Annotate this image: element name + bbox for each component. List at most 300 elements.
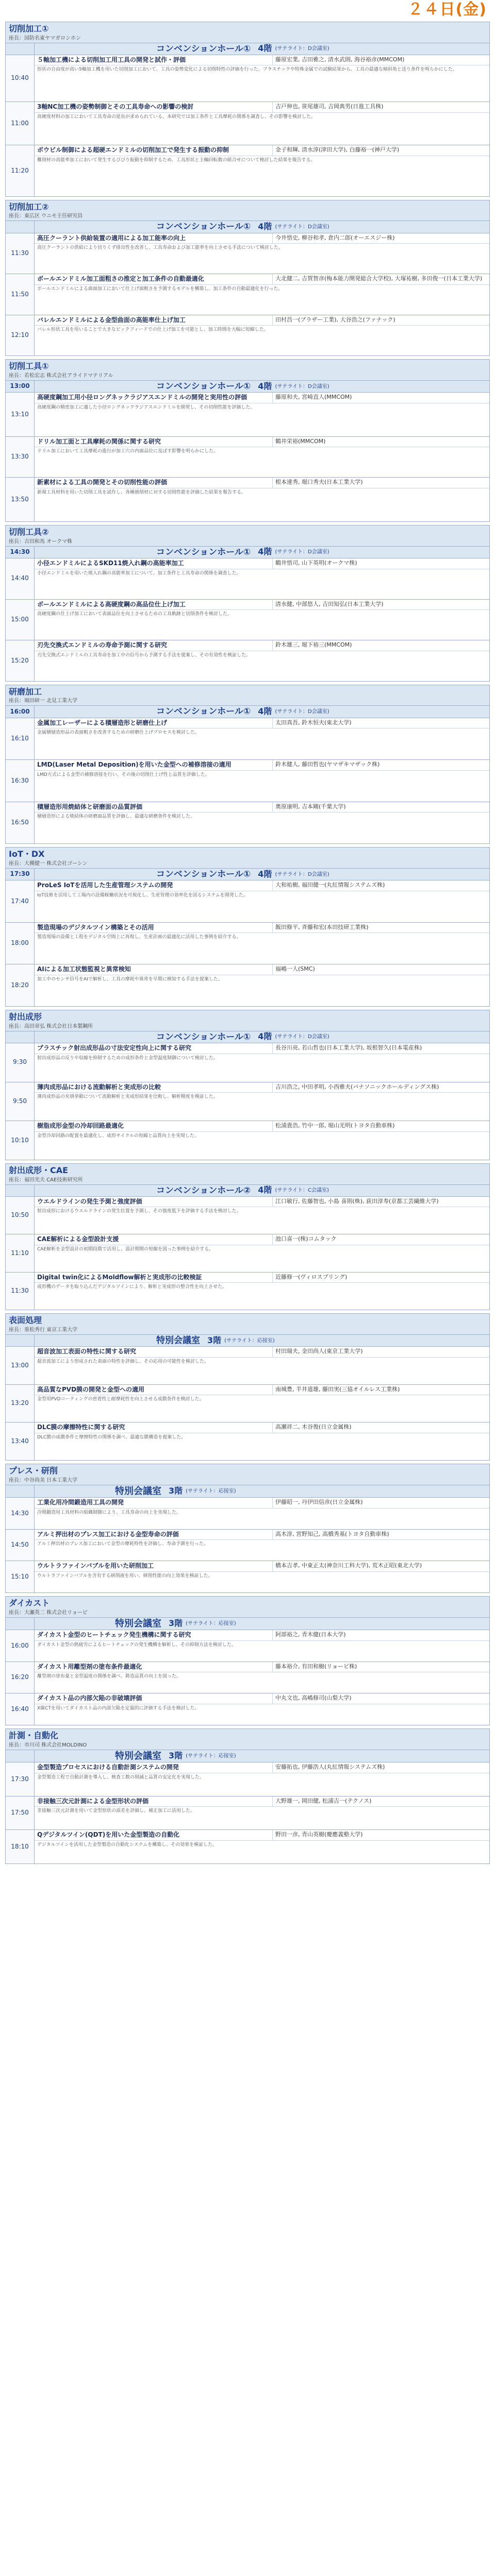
talk-title: 非接触三次元計測による金型形状の評価 bbox=[35, 1797, 273, 1807]
session-chair: 座長：国防名東ヤマガロンホン bbox=[9, 35, 81, 41]
session-venue-row bbox=[6, 1485, 490, 1497]
talk-authors: 吉川浩之, 中田孝明, 小西雅夫(パナソニックホールディングス株) bbox=[275, 1083, 439, 1090]
session-table bbox=[5, 1334, 490, 1461]
talk-cell bbox=[35, 1082, 490, 1121]
talk-abstract: 形状の自由度が高い5軸加工機を用いた切削加工において、工具の姿勢変化による切削特性の評価を行った。プラスチックや特殊金属での試験結果から、工具の最適な傾斜角と送り条件を明らかにした。 bbox=[37, 67, 457, 73]
talk-abstract: 冷間鍛造用工具材料の組織制御により、工具寿命の向上を実現した。 bbox=[37, 1510, 182, 1515]
session-block bbox=[5, 525, 490, 682]
talk-row bbox=[6, 760, 490, 802]
venue-cell bbox=[35, 381, 490, 393]
talk-time: 18:20 bbox=[6, 964, 35, 1007]
session-block bbox=[5, 200, 490, 357]
venue-satellite-note: (サテライト：D会議室) bbox=[275, 709, 329, 715]
talk-row bbox=[6, 880, 490, 923]
talk-cell bbox=[35, 1561, 490, 1593]
talk-time: 16:00 bbox=[6, 1630, 35, 1662]
talk-title: ダイカスト品の内部欠陥の非破壊評価 bbox=[35, 1693, 273, 1704]
talk-cell bbox=[35, 1272, 490, 1310]
venue-cell bbox=[35, 1335, 490, 1347]
venue-place: 特別会議室 bbox=[115, 1618, 161, 1629]
talk-heading bbox=[35, 478, 489, 488]
session-header bbox=[5, 1596, 490, 1617]
session-table bbox=[5, 380, 490, 522]
session-name: 計測・自動化 bbox=[9, 1730, 59, 1740]
talk-row bbox=[6, 802, 490, 844]
talk-heading bbox=[35, 1043, 489, 1054]
talk-abstract: 高硬度材料の加工において工具寿命の延長が求められている。本研究では加工条件と工具摩耗の関係を調査し、その影響を検討した。 bbox=[37, 114, 316, 120]
talk-authors: 福嶋一人(SMC) bbox=[275, 965, 315, 973]
venue-cell bbox=[35, 869, 490, 880]
talk-heading bbox=[35, 802, 489, 813]
venue-floor: 4階 bbox=[258, 43, 272, 54]
session-table bbox=[5, 868, 490, 1007]
talk-authors: 田村昌一(ブラザー工業), 大谷浩之(ファナック) bbox=[275, 316, 395, 323]
session-block bbox=[5, 685, 490, 844]
talk-heading bbox=[35, 274, 489, 285]
talk-abstract: バレル形状工具を用いることで大きなピックフィードでの仕上げ加工を可能とし、加工時間を大幅に短縮した。 bbox=[37, 327, 269, 333]
talk-row bbox=[6, 1762, 490, 1797]
talk-title: 樹脂成形金型の冷却回路最適化 bbox=[35, 1121, 273, 1131]
session-name: ダイカスト bbox=[9, 1598, 50, 1608]
talk-authors: 吉戸伸也, 笹尾雄司, 吉岡典男(日進工具株) bbox=[275, 103, 384, 110]
talk-title: 工業化用冷間鍛造用工具の開発 bbox=[35, 1498, 273, 1508]
talk-abstract: ダイカスト金型の熱疲労によるヒートチェックの発生機構を解析し、その抑制方法を検討した。 bbox=[37, 1642, 236, 1648]
talk-title: ダイカスト用離型剤の塗布条件最適化 bbox=[35, 1662, 273, 1672]
talk-abstract: 射出成形におけるウエルドラインの発生位置を予測し、その強度低下を評価する手法を検討した。 bbox=[37, 1209, 241, 1214]
session-name: 射出成形・CAE bbox=[9, 1165, 69, 1175]
session-header bbox=[5, 1464, 490, 1485]
talk-row bbox=[6, 558, 490, 599]
talk-time: 16:20 bbox=[6, 1662, 35, 1693]
talk-row bbox=[6, 1082, 490, 1121]
venue-time-cell bbox=[6, 1617, 35, 1630]
talk-title: 高硬度鋼加工用小径ロングネックラジアスエンドミルの開発と実用性の評価 bbox=[35, 393, 273, 403]
talk-abstract: DLC膜の成膜条件と摩擦特性の関係を調べ、最適な膜構造を提案した。 bbox=[37, 1435, 186, 1440]
talk-abstract: 難削材の高能率加工において発生するびびり振動を抑制するため、工具形状と主軸回転数の組合せについて検討した結果を報告する。 bbox=[37, 157, 316, 163]
venue-cell bbox=[35, 221, 490, 233]
session-chair: 座長：吉田和馬 オークマ株 bbox=[9, 538, 73, 545]
talk-title: ProLeS IoTを活用した生産管理システムの開発 bbox=[35, 880, 273, 891]
talk-title: 小径エンドミルによるSKD11焼入れ鋼の高能率加工 bbox=[35, 558, 273, 569]
talk-title: Qデジタルツイン(QDT)を用いた金型製造の自動化 bbox=[35, 1830, 273, 1840]
talk-heading bbox=[35, 1273, 489, 1283]
talk-time: 11:00 bbox=[6, 102, 35, 145]
venue-info bbox=[35, 1750, 489, 1762]
talk-heading bbox=[35, 315, 489, 326]
talk-time: 11:10 bbox=[6, 1234, 35, 1273]
talk-heading bbox=[35, 1561, 489, 1572]
talk-abstract: X線CTを用いてダイカスト品の内部欠陥を定量的に評価する手法を検討した。 bbox=[37, 1705, 200, 1711]
talk-title: Digital twin化によるMoldflow解析と実成形の比較検証 bbox=[35, 1273, 273, 1283]
talk-abstract: 積層造形による焼結体の研磨面品質を評価し、最適な研磨条件を検討した。 bbox=[37, 814, 195, 820]
session-table bbox=[5, 1031, 490, 1160]
talk-cell bbox=[35, 964, 490, 1007]
talk-cell bbox=[35, 1630, 490, 1662]
talk-abstract: 高圧クーラントの供給により切りくず排出性を改善し、工具寿命および加工能率を向上させる手法について検討した。 bbox=[37, 245, 283, 251]
session-list bbox=[5, 22, 490, 1864]
talk-heading bbox=[35, 437, 489, 448]
talk-authors: 鶴井栄裕(MMCOM) bbox=[275, 437, 326, 445]
talk-row bbox=[6, 1796, 490, 1830]
talk-title: 新素材による工具の開発とその切削性能の評価 bbox=[35, 478, 273, 488]
session-chair: 座長：大瀬英二 株式会社リョービ bbox=[9, 1609, 88, 1616]
talk-abstract: 高硬度鋼の精密加工に適した小径ロングネックラジアスエンドミルを開発し、その切削性能を評価した。 bbox=[37, 404, 255, 410]
talk-row bbox=[6, 1830, 490, 1864]
talk-title: CAE解析による金型設計支援 bbox=[35, 1234, 273, 1245]
session-chair: 座長：高田章弘 株式会社日本製鋼所 bbox=[9, 1023, 93, 1029]
talk-time: 13:20 bbox=[6, 1384, 35, 1422]
talk-heading bbox=[35, 393, 489, 403]
talk-authors: 長谷川亮, 若山哲也(日本工業大学), 坂根智久(日本電産株) bbox=[275, 1044, 422, 1051]
talk-title: 刃先交換式エンドミルの寿命予測に関する研究 bbox=[35, 640, 273, 651]
talk-abstract: LMD方式による金型の補修溶接を行い、その後の切削仕上げ性と品質を評価した。 bbox=[37, 772, 210, 777]
venue-info bbox=[35, 221, 489, 232]
session-table bbox=[5, 1485, 490, 1593]
venue-satellite-note: (サテライト：C会議室) bbox=[275, 1188, 329, 1194]
venue-time-cell bbox=[6, 1031, 35, 1043]
talk-row bbox=[6, 274, 490, 315]
talk-row bbox=[6, 315, 490, 356]
talk-row bbox=[6, 145, 490, 197]
talk-authors: 鈴木健人, 藤田哲也(ヤマザキマザック株) bbox=[275, 761, 380, 768]
session-block bbox=[5, 1163, 490, 1311]
venue-floor: 3階 bbox=[207, 1335, 222, 1345]
talk-authors: 高瀬祥二, 木谷俊(日立金属株) bbox=[275, 1423, 352, 1431]
talk-authors: 松浦貴浩, 竹中一郎, 堀山光明(トヨタ自動車株) bbox=[275, 1122, 395, 1129]
venue-floor: 3階 bbox=[169, 1486, 183, 1496]
talk-time: 15:20 bbox=[6, 640, 35, 682]
talk-title: バレルエンドミルによる金型曲面の高能率仕上げ加工 bbox=[35, 315, 273, 326]
session-name: 切削工具① bbox=[9, 361, 49, 371]
talk-heading bbox=[35, 923, 489, 934]
talk-abstract: 金型冷却回路の配置を最適化し、成形サイクルの短縮と品質向上を実現した。 bbox=[37, 1133, 199, 1139]
session-chair: 座長：大槻健一 株式会社ゴーシン bbox=[9, 861, 88, 867]
talk-cell bbox=[35, 1121, 490, 1160]
venue-info bbox=[35, 1031, 489, 1043]
talk-title: ダイカスト金型のヒートチェック発生機構に関する研究 bbox=[35, 1630, 273, 1640]
talk-row bbox=[6, 1043, 490, 1082]
talk-row bbox=[6, 436, 490, 478]
talk-authors: 高木淳, 宮野知己, 高橋秀基(トヨタ自動車株) bbox=[275, 1530, 389, 1537]
talk-heading bbox=[35, 1498, 489, 1509]
talk-time: 17:50 bbox=[6, 1796, 35, 1830]
talk-authors: 藤原宏業, 吉田雅之, 清水武則, 海谷裕彦(MMCOM) bbox=[275, 56, 405, 63]
session-block bbox=[5, 847, 490, 1007]
talk-authors: 鈴木雄三, 堀下裕三(MMCOM) bbox=[275, 641, 352, 649]
talk-row bbox=[6, 1422, 490, 1461]
talk-cell bbox=[35, 1196, 490, 1234]
session-venue-row bbox=[6, 1335, 490, 1347]
talk-cell bbox=[35, 1347, 490, 1385]
talk-heading bbox=[35, 1121, 489, 1132]
talk-abstract: ドリル加工において工具摩耗の進行が加工穴の内面品位に及ぼす影響を明らかにした。 bbox=[37, 449, 219, 454]
talk-abstract: CAE解析を金型設計の初期段階で活用し、設計期間の短縮を図った事例を紹介する。 bbox=[37, 1246, 214, 1252]
talk-authors: 橋本吉孝, 中東正太(神奈川工科大学), 荒木正昭(東北大学) bbox=[275, 1562, 422, 1569]
venue-cell bbox=[35, 43, 490, 55]
talk-authors: 根本達秀, 堀口秀夫(日本工業大学) bbox=[275, 479, 363, 486]
talk-cell bbox=[35, 802, 490, 844]
talk-abstract: ボールエンドミルによる曲面加工において仕上げ面粗さを予測するモデルを構築し、加工条件の自動最適化を行った。 bbox=[37, 286, 283, 292]
talk-title: ウルトラファインバブルを用いた研削加工 bbox=[35, 1561, 273, 1571]
session-chair: 座長：中谷尚美 日本工業大学 bbox=[9, 1477, 78, 1483]
talk-cell bbox=[35, 1234, 490, 1273]
venue-time-cell: 16:00 bbox=[6, 706, 35, 718]
talk-heading bbox=[35, 1530, 489, 1540]
talk-time: 13:30 bbox=[6, 436, 35, 478]
talk-row bbox=[6, 1630, 490, 1662]
talk-time: 14:30 bbox=[6, 1498, 35, 1530]
talk-title: 薄肉成形品における流動解析と実成形の比較 bbox=[35, 1082, 273, 1093]
talk-authors: 藤原和夫, 宮崎直人(MMCOM) bbox=[275, 394, 352, 401]
talk-row bbox=[6, 599, 490, 640]
talk-heading bbox=[35, 1082, 489, 1093]
talk-time: 13:40 bbox=[6, 1422, 35, 1461]
session-venue-row bbox=[6, 706, 490, 718]
session-chair: 座長：堀田研一 北見工業大学 bbox=[9, 698, 78, 704]
talk-row bbox=[6, 964, 490, 1007]
session-venue-row bbox=[6, 1617, 490, 1630]
talk-title: 3軸NC加工機の姿勢制御とその工具寿命への影響の検討 bbox=[35, 102, 273, 112]
talk-row bbox=[6, 1498, 490, 1530]
session-chair: 座長：福田光夫 CAE技術研究所 bbox=[9, 1177, 83, 1183]
talk-cell bbox=[35, 1498, 490, 1530]
session-table bbox=[5, 1184, 490, 1311]
talk-abstract: 薄肉成形品の充填挙動について流動解析と実成形結果を比較し、解析精度を検証した。 bbox=[37, 1094, 218, 1100]
session-name: 研磨加工 bbox=[9, 686, 42, 697]
venue-floor: 3階 bbox=[169, 1618, 183, 1629]
venue-time-cell bbox=[6, 43, 35, 55]
venue-place: コンベンションホール② bbox=[156, 1185, 251, 1196]
talk-authors: 大野雄一, 岡田健, 松浦吉一(テクノス) bbox=[275, 1797, 372, 1804]
talk-cell bbox=[35, 1422, 490, 1461]
talk-cell bbox=[35, 640, 490, 682]
venue-info bbox=[35, 1485, 489, 1497]
talk-authors: 飯田修平, 斉藤和宏(本田技研工業株) bbox=[275, 923, 369, 930]
venue-floor: 4階 bbox=[258, 1185, 272, 1195]
talk-time: 14:50 bbox=[6, 1529, 35, 1561]
venue-info bbox=[35, 1335, 489, 1346]
venue-time-cell bbox=[6, 1335, 35, 1347]
talk-cell bbox=[35, 1529, 490, 1561]
talk-time: 13:10 bbox=[6, 393, 35, 437]
talk-authors: 金子和輝, 清水淳(津田大学), 白藤裕一(神戸大学) bbox=[275, 146, 400, 154]
talk-time: 13:00 bbox=[6, 1347, 35, 1385]
talk-heading bbox=[35, 1693, 489, 1704]
talk-abstract: 離型剤の塗布量と金型温度の関係を調べ、鋳造品質の向上を図った。 bbox=[37, 1674, 182, 1680]
talk-authors: 今井悟史, 柳谷和孝, 倉内二郎(オーエスジー株) bbox=[275, 234, 395, 241]
session-venue-row bbox=[6, 1750, 490, 1762]
session-table bbox=[5, 546, 490, 682]
talk-cell bbox=[35, 145, 490, 197]
talk-title: 製造現場のデジタルツイン構築とその活用 bbox=[35, 923, 273, 933]
session-name: 表面処理 bbox=[9, 1315, 42, 1326]
session-chair: 座長：若松宏志 株式会社アライドマテリアル bbox=[9, 373, 113, 379]
talk-row bbox=[6, 1272, 490, 1310]
talk-abstract: IoT技術を活用して工場内の設備稼働状況を可視化し、生産管理の効率化を図るシステムを開発した。 bbox=[37, 892, 248, 898]
talk-time: 17:40 bbox=[6, 880, 35, 923]
venue-satellite-note: (サテライト：D会議室) bbox=[275, 383, 329, 389]
talk-abstract: 刃先交換式エンドミルの工具寿命を加工中の信号から予測する手法を提案し、その有効性を検証した。 bbox=[37, 652, 251, 658]
talk-row bbox=[6, 102, 490, 145]
session-header bbox=[5, 1163, 490, 1184]
talk-title: ボールエンドミルによる高硬度鋼の高品位仕上げ加工 bbox=[35, 600, 273, 610]
talk-authors: 江口敏行, 佐藤智也, 小島 喜則(株), 荻田淳寿(京都工芸繊維大学) bbox=[275, 1197, 439, 1205]
talk-heading bbox=[35, 718, 489, 729]
talk-authors: 池口喜一(株)コムタック bbox=[275, 1235, 337, 1243]
talk-abstract: 新規工具材料を用いた切削工具を試作し、各種被削材に対する切削性能を評価した結果を報告する。 bbox=[37, 490, 246, 496]
talk-authors: 安藤拓也, 伊藤浩人(丸紅情報システムズ株) bbox=[275, 1764, 385, 1771]
venue-cell bbox=[35, 706, 490, 718]
session-block bbox=[5, 22, 490, 197]
session-header bbox=[5, 1313, 490, 1334]
talk-abstract: 高硬度鋼の仕上げ加工において表面品位を向上させるための工具軌跡と切削条件を検討した。 bbox=[37, 612, 233, 617]
talk-authors: 鶴井悟司, 山下英明(オークマ株) bbox=[275, 559, 357, 566]
talk-cell bbox=[35, 922, 490, 964]
talk-abstract: 製造現場の設備と工程をデジタル空間上に再現し、生産計画の最適化に活用した事例を紹介する。 bbox=[37, 935, 241, 940]
talk-time: 15:10 bbox=[6, 1561, 35, 1593]
talk-heading bbox=[35, 1234, 489, 1245]
talk-heading bbox=[35, 880, 489, 891]
venue-time-cell bbox=[6, 221, 35, 233]
talk-time: 11:30 bbox=[6, 1272, 35, 1310]
talk-title: アルミ押出材のプレス加工における金型寿命の評価 bbox=[35, 1530, 273, 1540]
session-table bbox=[5, 705, 490, 844]
talk-title: DLC膜の摩擦特性に関する研究 bbox=[35, 1422, 273, 1433]
session-name: 切削加工② bbox=[9, 201, 49, 212]
talk-authors: 奥原康明, 吉本剛(千葉大学) bbox=[275, 803, 346, 810]
talk-abstract: 加工中のセンサ信号をAIで解析し、工具の摩耗や異常を早期に検知する手法を提案した。 bbox=[37, 977, 223, 982]
session-chair: 座長：重松秀行 東京工業大学 bbox=[9, 1327, 78, 1333]
talk-row bbox=[6, 1347, 490, 1385]
talk-abstract: 金型製造工程で自動計測を導入し、検査工数の削減と品質の安定化を実現した。 bbox=[37, 1774, 205, 1780]
talk-row bbox=[6, 1662, 490, 1693]
venue-info bbox=[35, 1185, 489, 1196]
venue-floor: 4階 bbox=[258, 706, 272, 717]
talk-time: 17:30 bbox=[6, 1762, 35, 1797]
venue-satellite-note: (サテライト：D会議室) bbox=[275, 549, 329, 555]
talk-time: 9:30 bbox=[6, 1043, 35, 1082]
venue-satellite-note: (サテライト：D会議室) bbox=[275, 224, 329, 230]
talk-heading bbox=[35, 1347, 489, 1358]
session-name: IoT・DX bbox=[9, 849, 45, 859]
talk-cell bbox=[35, 599, 490, 640]
venue-satellite-note: (サテライト：応接室) bbox=[224, 1337, 275, 1344]
talk-abstract: 小径エンドミルを用いた焼入れ鋼の高能率加工について、加工条件と工具寿命の関係を調査した。 bbox=[37, 570, 241, 576]
venue-floor: 3階 bbox=[169, 1751, 183, 1761]
venue-place: 特別会議室 bbox=[156, 1335, 200, 1346]
talk-authors: 大和祐樹, 福田健一(丸紅情報システムズ株) bbox=[275, 882, 385, 889]
venue-time-cell: 14:30 bbox=[6, 546, 35, 558]
talk-title: AIによる加工状態監視と異常検知 bbox=[35, 964, 273, 975]
venue-cell bbox=[35, 1617, 490, 1630]
session-header bbox=[5, 1010, 490, 1031]
talk-heading bbox=[35, 102, 489, 113]
session-name: 切削工具② bbox=[9, 527, 49, 537]
talk-heading bbox=[35, 1797, 489, 1807]
talk-abstract: 金属積層造形品の表面粗さを改善するための研磨仕上げプロセスを検討した。 bbox=[37, 730, 200, 736]
talk-authors: 阿部裕之, 青木健(日本大学) bbox=[275, 1631, 346, 1638]
talk-time: 16:50 bbox=[6, 802, 35, 844]
session-header bbox=[5, 359, 490, 380]
talk-cell bbox=[35, 315, 490, 356]
talk-cell bbox=[35, 1662, 490, 1693]
talk-heading bbox=[35, 600, 489, 611]
session-table bbox=[5, 1750, 490, 1864]
venue-floor: 4階 bbox=[258, 381, 272, 391]
session-name: 切削加工① bbox=[9, 24, 49, 33]
talk-title: 高圧クーラント供給装置の適用による加工能率の向上 bbox=[35, 233, 273, 244]
venue-info bbox=[35, 706, 489, 717]
talk-cell bbox=[35, 1762, 490, 1797]
talk-authors: 藤本裕介, 有田和樹(リョービ株) bbox=[275, 1663, 357, 1670]
session-block bbox=[5, 1313, 490, 1461]
talk-abstract: 超音波加工により形成された表面の特性を評価し、その応用の可能性を検討した。 bbox=[37, 1359, 209, 1364]
talk-cell bbox=[35, 478, 490, 522]
talk-time: 13:50 bbox=[6, 478, 35, 522]
talk-cell bbox=[35, 1384, 490, 1422]
session-header bbox=[5, 22, 490, 43]
session-table bbox=[5, 221, 490, 356]
talk-row bbox=[6, 1693, 490, 1725]
talk-title: ドリル加工面と工具摩耗の関係に関する研究 bbox=[35, 437, 273, 447]
date-header bbox=[5, 0, 490, 19]
talk-title: 金属加工レーザーによる積層造形と研磨仕上げ bbox=[35, 718, 273, 728]
session-block bbox=[5, 1464, 490, 1593]
talk-authors: 野田一彦, 青山英樹(慶應義塾大学) bbox=[275, 1831, 363, 1838]
venue-satellite-note: (サテライト：応接室) bbox=[186, 1621, 236, 1626]
talk-abstract: アルミ押出材のプレス加工において金型の摩耗特性を評価し、寿命予測を行った。 bbox=[37, 1541, 209, 1547]
talk-abstract: ウルトラファインバブルを含有する研削液を用い、研削性能の向上効果を検証した。 bbox=[37, 1573, 213, 1579]
talk-cell bbox=[35, 233, 490, 274]
venue-satellite-note: (サテライト：応接室) bbox=[186, 1488, 236, 1495]
talk-time: 18:00 bbox=[6, 922, 35, 964]
venue-place: 特別会議室 bbox=[115, 1485, 161, 1497]
venue-floor: 4階 bbox=[258, 869, 272, 879]
talk-heading bbox=[35, 640, 489, 651]
talk-title: 高品質なPVD膜の開発と金型への適用 bbox=[35, 1385, 273, 1395]
talk-time: 10:50 bbox=[6, 1196, 35, 1234]
date-label: ２４日(金) bbox=[407, 0, 487, 19]
talk-cell bbox=[35, 718, 490, 760]
talk-authors: 大北健二, 吉賀智彦(梅本能力開発総合大学校), 大塚祐樹, 多田俊一(日本工業大学) bbox=[275, 275, 483, 282]
session-name: 射出成形 bbox=[9, 1012, 42, 1022]
talk-authors: 近藤修一(ヴィロスプリング) bbox=[275, 1273, 348, 1280]
talk-authors: 清水健, 中部悠人, 吉田知弘(日本工業大学) bbox=[275, 600, 384, 607]
talk-row bbox=[6, 478, 490, 522]
venue-place: コンベンションホール① bbox=[156, 381, 251, 392]
session-block bbox=[5, 1010, 490, 1160]
talk-title: ウエルドラインの発生予測と強度評価 bbox=[35, 1197, 273, 1207]
venue-floor: 4階 bbox=[258, 1031, 272, 1042]
talk-cell bbox=[35, 760, 490, 802]
venue-time-cell bbox=[6, 1184, 35, 1196]
venue-place: コンベンションホール① bbox=[156, 222, 251, 232]
session-header bbox=[5, 525, 490, 546]
talk-heading bbox=[35, 1762, 489, 1773]
venue-time-cell bbox=[6, 1485, 35, 1497]
talk-authors: 伊藤昭一, 丹伊田信彦(日立金属株) bbox=[275, 1499, 363, 1506]
venue-cell bbox=[35, 1750, 490, 1762]
talk-row bbox=[6, 1529, 490, 1561]
talk-cell bbox=[35, 1830, 490, 1864]
venue-info bbox=[35, 869, 489, 880]
session-block bbox=[5, 1596, 490, 1725]
session-venue-row bbox=[6, 43, 490, 55]
venue-place: コンベンションホール① bbox=[156, 547, 251, 557]
talk-abstract: デジタルツインを活用した金型製造の自動化システムを構築し、その効果を検証した。 bbox=[37, 1842, 218, 1848]
talk-abstract: 成形機のデータを取り込んだデジタルツインにより、解析と実成形の整合性を向上させた。 bbox=[37, 1284, 227, 1290]
talk-time: 18:10 bbox=[6, 1830, 35, 1864]
